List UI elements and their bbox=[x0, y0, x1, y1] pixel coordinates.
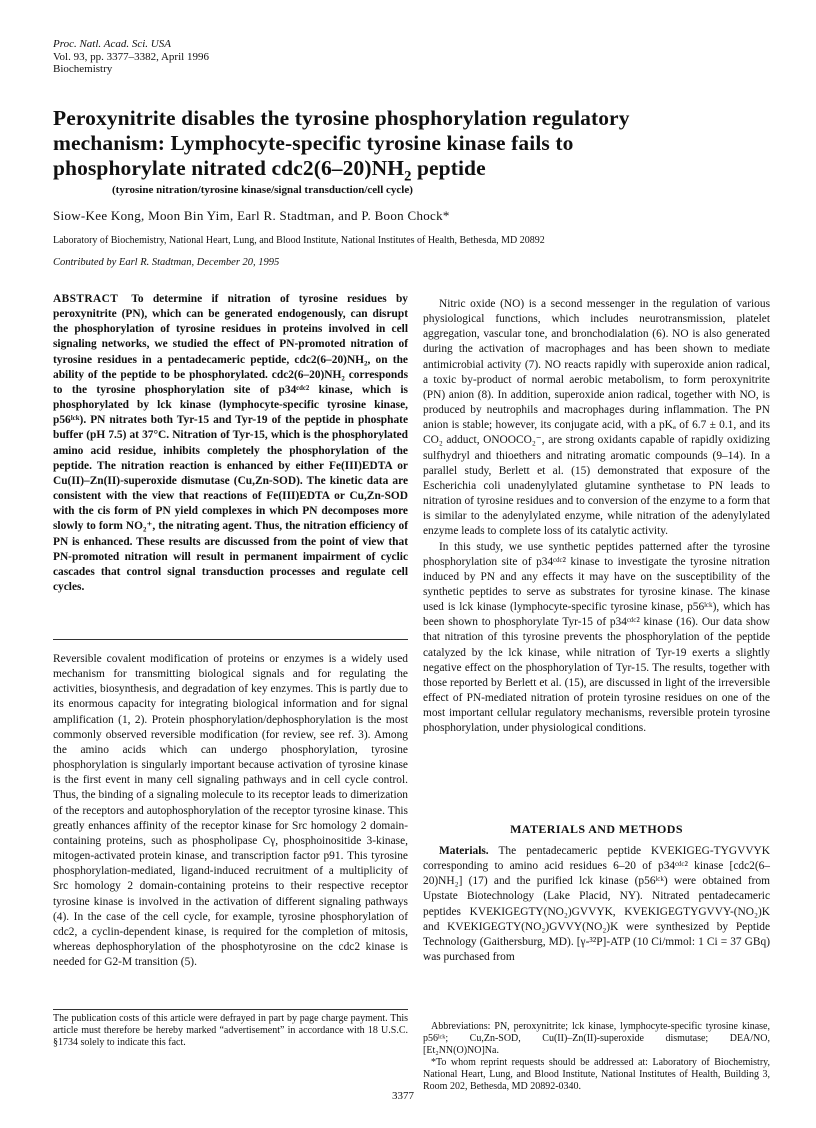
intro-right-column bbox=[423, 297, 770, 737]
abstract-label: ABSTRACT bbox=[53, 293, 119, 305]
affiliation: Laboratory of Biochemistry, National Heart, Lung, and Blood Institute, National Institutes of Health, Bethesda, MD 20892 bbox=[53, 235, 545, 246]
title-line-3-part-b: peptide bbox=[411, 156, 486, 180]
page-number: 3377 bbox=[392, 1090, 414, 1102]
reprint-footnote: *To whom reprint requests should be addressed at: Laboratory of Biochemistry, National Heart, Lung, and Blood Institute, National Institutes of Health, Building 3, Room 202, Bethesda, MD 20892-0340. bbox=[423, 1057, 770, 1092]
intro-paragraph-1: Reversible covalent modification of proteins or enzymes is a widely used mechanism for transmitting biological signals and for regulating the activities, biosynthesis, and degradation of key enzymes. This is partly due to its enormous capacity for integrating biological information and for signal amplification (1, 2). Protein phosphorylation/dephosphorylation is the most commonly observed reversible modification (for review, see ref. 3). Among the amino acids which can undergo phosphorylation, tyrosine phosphorylation is singularly important because activation of tyrosine kinase is the first event in many cell signaling pathways and in cell cycle control. Thus, the binding of a signaling molecule to its receptor leads to dimerization of the receptors and autophosphorylation of the receptor tyrosine kinase. This greatly enhances affinity of the receptor kinase for Src homology 2 domain-containing proteins, such as phospholipase Cγ, phosphoinositide 3-kinase, mitogen-activated protein kinase, and transcription factor p91. This tyrosine phosphorylation-mediated, ligand-induced recruitment of a multiplicity of Src homology 2 domain-containing proteins to their respective receptor tyrosine kinase is involved in the activation of different signaling pathways (4). In the case of the cell cycle, for example, tyrosine phosphorylation of cdc2, a cyclin-dependent kinase, is required for the completion of mitosis, whereas dephosphorylation of the phosphotyrosine on the cdc2 kinase is needed for G2-M transition (5). bbox=[53, 653, 408, 969]
intro-paragraph-3: In this study, we use synthetic peptides patterned after the tyrosine phosphorylation site of p34ᶜᵈᶜ² kinase to investigate the tyrosine nitration induced by PN and any effects it may have on the susceptibility of the synthetic peptides to serve as substrates for tyrosine kinase. The kinase used is lck kinase (lymphocyte-specific tyrosine kinase, p56ˡᶜᵏ), which has been shown to phosphorylate Tyr-15 of p34ᶜᵈᶜ² kinase (16). Our data show that nitration of this tyrosine prevents the phosphorylation of the peptide catalyzed by the lck kinase, while nitration of Tyr-19 exerts a slightly negative effect on the phosphorylation of Tyr-15. The results, together with those reported by Berlett et al. (15), are discussed in light of the irreversible effect of PN-mediated nitration of protein tyrosine residues on one of the most important cellular regulatory mechanisms, reversible protein tyrosine phosphorylation, under physiological conditions. bbox=[423, 540, 770, 735]
publication-footnote: The publication costs of this article were defrayed in part by page charge payment. This article must therefore be hereby marked “advertisement” in accordance with 18 U.S.C. §1734 solely to indicate this fact. bbox=[53, 1013, 408, 1048]
authors: Siow-Kee Kong, Moon Bin Yim, Earl R. Stadtman, and P. Boon Chock* bbox=[53, 208, 450, 223]
journal-section: Biochemistry bbox=[53, 63, 113, 75]
journal-volume: Vol. 93, pp. 3377–3382, April 1996 bbox=[53, 50, 209, 63]
methods-heading: MATERIALS AND METHODS bbox=[510, 822, 683, 836]
footnote-divider-left bbox=[53, 1009, 408, 1010]
abstract-text: To determine if nitration of tyrosine residues by peroxynitrite (PN), which can be generated endogenously, can disrupt the phosphorylation of tyrosine residues in proteins involved in cell signaling networks, we studied the effect of PN-promoted nitration of tyrosine residues in a pentadecameric peptide, cdc2(6–20)NH₂, on the ability of the peptide to be phosphorylated. cdc2(6–20)NH₂ corresponds to the tyrosine phosphorylation site of p34ᶜᵈᶜ² kinase, which is phosphorylated by lck kinase (lymphocyte-specific tyrosine kinase, p56ˡᶜᵏ). PN nitrates both Tyr-15 and Tyr-19 of the peptide in phosphate buffer (pH 7.5) at 37°C. Nitration of Tyr-15, which is the phosphorylated amino acid residue, inhibits completely the phosphorylation of the peptide. The nitration reaction is enhanced by either Fe(III)EDTA or Cu(II)–Zn(II)-superoxide dismutase (Cu,Zn-SOD). The kinetic data are consistent with the view that reactions of Fe(III)EDTA or Cu,Zn-SOD with the cis form of PN yield complexes in which PN decomposes more slowly to form NO₂⁺, the nitrating agent. Thus, the nitration efficiency of PN is enhanced. These results are discussed from the point of view that PN-promoted nitration will result in permanent impairment of cyclic cascades that control signal transduction processes and regulate cell cycles. bbox=[53, 293, 408, 593]
keywords: (tyrosine nitration/tyrosine kinase/signal transduction/cell cycle) bbox=[112, 184, 413, 196]
abstract-divider bbox=[53, 639, 408, 640]
intro-paragraph-2: Nitric oxide (NO) is a second messenger in the regulation of various physiological functions, which includes neurotransmission, platelet aggregation, vascular tone, and bronchodialation (6). NO is also generated during the activation of macrophages and has been shown to mediate antimicrobial activity (7). NO reacts rapidly with superoxide anion radical, a toxic by-product of normal aerobic metabolism, to form peroxynitrite (PN) anion (8). In addition, superoxide anion radical, together with NO, is produced by neutrophils and macrophages during inflammation. The PN anion is stable; however, its conjugate acid, with a pKₐ of 6.7 ± 0.1, and its CO₂ adduct, ONOOCO₂⁻, are strong oxidants capable of rapidly oxidizing sulfhydryl and thioethers and nitrating aromatic compounds (9–14). In a parallel study, Berlett et al. (15) demonstrated that exposure of the Escherichia coli unadenylylated glutamine synthetase to PN leads to nitration of tyrosine residues and to conversion of the enzyme to a form that is similar to the adenylylated enzyme, while nitration of the adenylylated enzyme leads to complete loss of its catalytic activity. bbox=[423, 298, 770, 538]
title-line-3-part-a: phosphorylate nitrated cdc2(6–20)NH bbox=[53, 156, 405, 180]
title-line-2: mechanism: Lymphocyte-specific tyrosine kinase fails to bbox=[53, 131, 574, 155]
journal-header bbox=[53, 38, 209, 76]
title-line-3 bbox=[53, 156, 773, 185]
footnotes-right bbox=[423, 1021, 770, 1093]
title-subscript: 2 bbox=[404, 168, 412, 185]
methods-body: The pentadecameric peptide KVEKIGEG-TYGVVYK corresponding to amino acid residues 6–20 of p34ᶜᵈᶜ² kinase [cdc2(6–20)NH₂] (17) and the purified lck kinase (p56ˡᶜᵏ) were obtained from Upstate Biotechnology (Lake Placid, NY). Nitrated pentadecameric peptides KVEKIGEGTY(NO₂)GVVYK, KVEKIGEGTYGVVY-(NO₂)K and KVEKIGEGTY(NO₂)GVVY(NO₂)K were synthesized by Peptide Technology (Gaithersburg, MD). [γ-³²P]-ATP (10 Ci/mmol: 1 Ci = 37 GBq) was purchased from bbox=[423, 845, 770, 964]
abstract bbox=[53, 292, 408, 595]
paper-title bbox=[53, 106, 773, 185]
intro-left-column bbox=[53, 652, 408, 970]
methods-label: Materials. bbox=[439, 845, 489, 857]
contributed-by: Contributed by Earl R. Stadtman, December 20, 1995 bbox=[53, 257, 280, 268]
title-line-1: Peroxynitrite disables the tyrosine phosphorylation regulatory bbox=[53, 106, 630, 130]
journal-name: Proc. Natl. Acad. Sci. USA bbox=[53, 38, 171, 50]
abbreviations-footnote: Abbreviations: PN, peroxynitrite; lck kinase, lymphocyte-specific tyrosine kinase, p56ˡᶜᵏ; Cu,Zn-SOD, Cu(II)–Zn(II)-superoxide dismutase; DEA/NO, [Et₂NN(O)NO]Na. bbox=[423, 1021, 770, 1056]
methods-text bbox=[423, 844, 770, 965]
